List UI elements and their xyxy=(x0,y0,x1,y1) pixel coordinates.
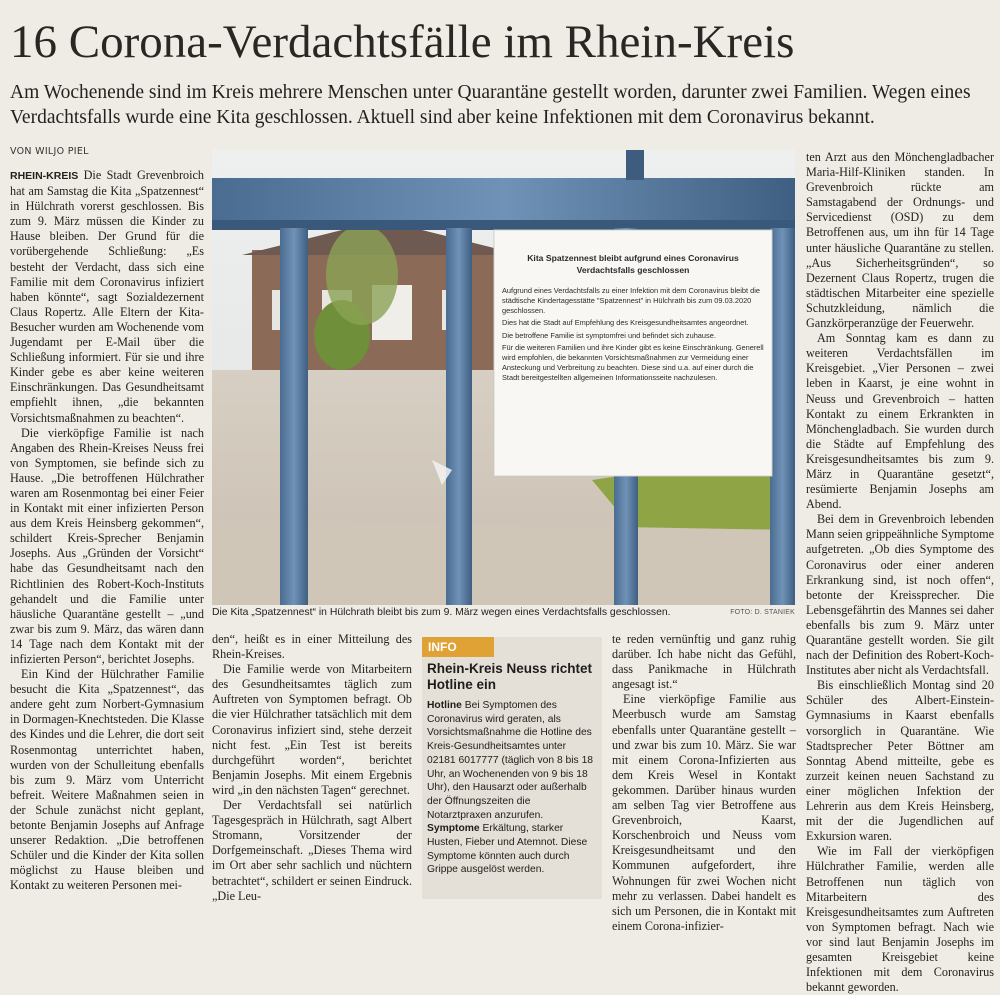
article-column-3 xyxy=(612,632,796,933)
photo-caption xyxy=(212,607,795,618)
notice-title: Kita Spatzennest bleibt aufgrund eines Coronavirus Verdachtsfalls geschlossen xyxy=(527,253,739,275)
paragraph: Der Verdachtsfall sei natürlich Tagesgespräch in Hülchrath, sagt Albert Stromann, Vorsitzender der Dorfgemeinschaft. „Dieses Thema wird im Ort aber sehr sachlich und nüchtern betrachtet“, schildert er seinen Eindruck. „Die Leu- xyxy=(212,798,412,903)
photo-credit: FOTO: D. STANIEK xyxy=(730,609,795,616)
paragraph: Die vierköpfige Familie ist nach Angaben des Rhein-Kreises Neuss frei von Symptomen, sie befinde sich zu Hause. „Die betroffenen Hülchrather waren am Rosenmontag bei einer Feier in Kontakt mit einer infizierten Person aus dem Kreis Heinsberg gekommen“, schildert Kreis-Sprecher Benjamin Josephs. Aus „Gründen der Vorsicht“ habe das Gesundheitsamt nach den Richtlinien des Robert-Koch-Instituts gehandelt und die Familie unter häusliche Quarantäne gestellt – „und zwar bis zum 9. März, das wären dann 14 Tage nach dem Kontakt mit der infizierten Person“, berichtet Josephs. xyxy=(10,425,204,666)
paragraph: den“, heißt es in einer Mitteilung des Rhein-Kreises. xyxy=(212,632,412,662)
caption-text: Die Kita „Spatzennest“ in Hülchrath bleibt bis zum 9. März wegen eines Verdachtsfalls geschlossen. xyxy=(212,607,671,618)
paragraph: ten Arzt aus den Mönchengladbacher Maria-Hilf-Kliniken standen. In Grevenbroich rückte am Samstagabend der Ordnungs- und Servicedienst (OSD) zu dem Betroffenen aus, um ihn für 14 Tage unter häusliche Quarantäne zu stellen. „Aus Sicherheitsgründen“, so Dezernent Claus Ropertz, trugen die städtischen Mitarbeiter eine spezielle Schutzkleidung, nämlich die Ganzkörperanzüge der Feuerwehr. xyxy=(806,150,994,331)
info-tag: INFO xyxy=(422,637,494,657)
dateline-kicker: RHEIN-KREIS xyxy=(10,170,79,182)
paragraph: Bei dem in Grevenbroich lebenden Mann seien grippeähnliche Symptome aufgetreten. „Ob dies Symptome des Coronavirus oder einer anderen Erkrankung sind, ist noch offen“, betonte der Kreissprecher. Die Lebensgefährtin des Mannes sei daher ebenfalls bis zum 9. März unter Quarantäne gestellt worden. Sie gilt nach der Definition des Robert-Koch-Institutes aber nicht als Verdachtsfall. xyxy=(806,512,994,678)
notice-paragraph: Die betroffene Familie ist symptomfrei und befindet sich zuhause. xyxy=(502,331,716,340)
article-column-4 xyxy=(806,150,994,995)
info-symptome xyxy=(422,822,602,877)
paragraph: Wie im Fall der vierköpfigen Hülchrather Familie, werden alle Betroffenen nun täglich von Mitarbeitern des Kreisgesundheitsamtes zum Auftreten von Symptomen befragt. Nach wie vor sind laut Benjamin Josephs im gesamten Kreisgebiet keine Infektionen mit dem Coronavirus bekannt geworden. xyxy=(806,844,994,995)
article-column-1 xyxy=(10,168,204,903)
info-hotline-text: Bei Symptomen des Coronavirus wird geraten, als Vorsichtsmaßnahme die Hotline des Kreis-Gesundheitsamtes unter 02181 6017777 (täglich von 8 bis 18 Uhr, an Wochenenden von 9 bis 18 Uhr), den Hausarzt oder außerhalb der Öffnungszeiten die Notarztpraxen anzurufen. xyxy=(427,700,594,821)
info-label-hotline: Hotline xyxy=(427,700,462,711)
notice-paragraph: Für die weiteren Familien und ihre Kinder gibt es keine Einschränkung. Generell wird empfohlen, die bekannten Vorsichtsmaßnahmen zur Vermeidung einer Ansteckung und Verbreitung zu beachten. Diese sind u.a. auf einer durch die Stadt bereitgestellten allgemeinen Informationsseite nachzulesen. xyxy=(502,343,764,382)
paragraph xyxy=(10,168,204,426)
headline: 16 Corona-Verdachtsfälle im Rhein-Kreis xyxy=(10,16,795,68)
info-symptome-text: Erkältung, starker Husten, Fieber und Atemnot. Diese Symptome könnten auch durch Grippe ausgelöst werden. xyxy=(427,823,588,876)
photo-kita-gate xyxy=(212,150,795,605)
paragraph: Eine vierköpfige Familie aus Meerbusch wurde am Samstag ebenfalls unter Quarantäne gestellt – und zwar bis zum 10. März. Sie war mit einem Corona-Infizierten aus dem Kreis Wesel in Kontakt gekommen. Darüber hinaus wurden am selben Tag vier Betroffene aus Grevenbroich, Kaarst, Korschenbroich und Neuss vom Kreisgesundheitsamt und den Kommunen aufgefordert, ihre Wohnungen für zwei Wochen nicht mehr zu verlassen. Dabei handelt es sich um Personen, die in Kontakt mit einem Corona-infizier- xyxy=(612,692,796,933)
info-label-symptome: Symptome xyxy=(427,823,480,835)
paragraph-text: Die Stadt Grevenbroich hat am Samstag die Kita „Spatzennest“ in Hülchrath vorerst geschlossen. Bis zum 9. März müssen die Kinder zu Hause bleiben. Der Grund für die vorübergehende Schließung: „Es besteht der Verdacht, dass sich eine Familie mit dem Coronavirus infiziert haben könnte“, sagt Sozialdezernent Claus Ropertz. Alle Eltern der Kita-Besucher wurden am Wochenende vom Jugendamt per E-Mail über die Schließung informiert. Für sie und ihre Kinder gebe es aber keine weiteren Einschränkungen. Das Gesundheitsamt empfiehlt ihnen, „die bekannten Vorsichtsmaßnahmen zu beachten“. xyxy=(10,168,204,425)
paragraph: te reden vernünftig und ganz ruhig darüber. Ich habe nicht das Gefühl, dass Panikmache in Hülchrath angesagt ist.“ xyxy=(612,632,796,692)
paragraph: Die Familie werde von Mitarbeitern des Gesundheitsamtes täglich zum Auftreten von Symptomen befragt. Ob die vier Hülchrather tatsächlich mit dem Coronavirus infiziert sind, stehe derzeit nicht fest. „Ein Test ist bereits durchgeführt worden“, berichtet Benjamin Josephs. Mit einem Ergebnis wird „in den nächsten Tagen“ gerechnet. xyxy=(212,662,412,797)
paragraph: Ein Kind der Hülchrather Familie besucht die Kita „Spatzennest“, das andere geht zum Norbert-Gymnasium in Dormagen-Knechtsteden. Die Klasse des Kindes und die Lehrer, die dort seit Rosenmontag unterrichtet haben, wurden von der Schulleitung ebenfalls bis zum 9. März vom Unterricht befreit. Weitere Maßnahmen seien in der Schule zunächst nicht geplant, betonte Benjamin Josephs auf Anfrage unserer Redaktion. „Die betroffenen Schüler und die Kinder der Kita sollen möglichst zu Hause bleiben und Kontakt zu weiteren Personen mei- xyxy=(10,667,204,893)
info-hotline xyxy=(422,699,602,822)
notice-paragraph: Aufgrund eines Verdachtsfalls zu einer Infektion mit dem Coronavirus bleibt die städtische Kindertagesstätte "Spatzennest" in Hülchrath bis zum 09.03.2020 geschlossen. xyxy=(502,286,760,315)
article-column-2 xyxy=(212,632,412,902)
byline: VON WILJO PIEL xyxy=(10,146,89,157)
info-title: Rhein-Kreis Neuss richtet Hotline ein xyxy=(427,661,593,692)
subhead: Am Wochenende sind im Kreis mehrere Menschen unter Quarantäne gestellt worden, darunter zwei Familien. Wegen eines Verdachtsfalls wurde eine Kita geschlossen. Aktuell sind aber keine Infektionen mit dem Coronavirus bekannt. xyxy=(10,82,971,128)
paragraph: Am Sonntag kam es dann zu weiteren Verdachtsfällen im Kreisgebiet. „Vier Personen – zwei leben in Kaarst, je eine wohnt in Neuss und Grevenbroich – hatten Kontakt zu einem Erkrankten in Mönchengladbach. Sie wurden durch die Städte auf Empfehlung des Kreisgesundheitsamtes bis zum 9. März in Quarantäne gesetzt“, resümierte Benjamin Josephs am Abend. xyxy=(806,331,994,512)
paragraph: Bis einschließlich Montag sind 20 Schüler des Albert-Einstein-Gymnasiums in Kaarst ebenfalls vorsorglich in Quarantäne. Wie Stadtsprecher Peter Böttner am Sonntag Abend mitteilte, gebe es zurzeit keinen neuen Sachstand zu einer möglichen Infektion der Lehrerin aus dem Kreis Heinsberg, mit der die Jugendlichen auf Exkursion waren. xyxy=(806,678,994,844)
kita-notice xyxy=(502,245,764,383)
info-box-hotline xyxy=(422,637,602,899)
notice-paragraph: Dies hat die Stadt auf Empfehlung des Kreisgesundheitsamtes angeordnet. xyxy=(502,318,749,327)
